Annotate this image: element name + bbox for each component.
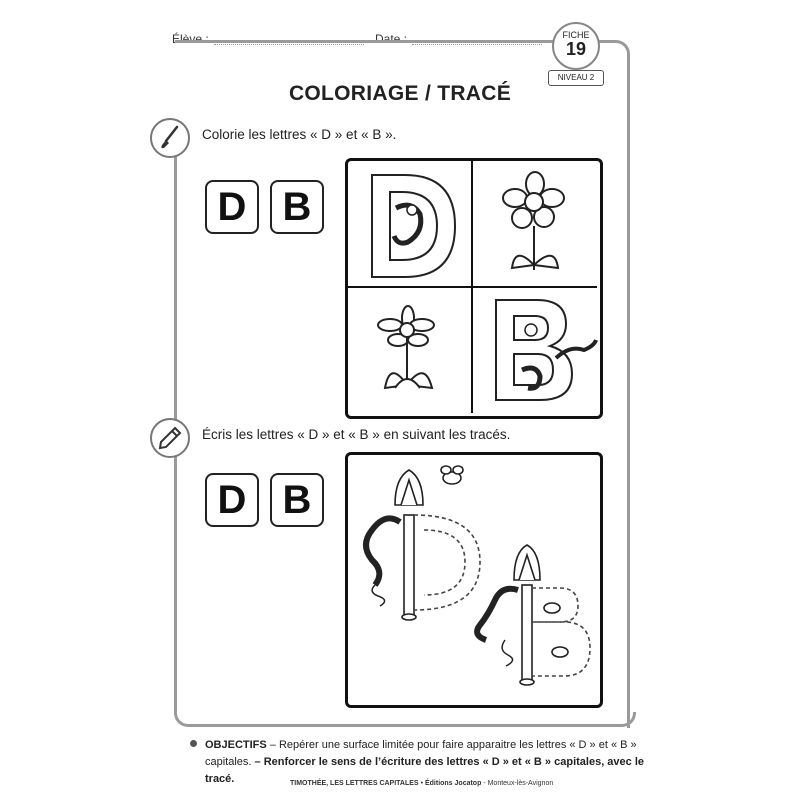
letter-tile-d: D [205, 180, 259, 234]
date-label: Date : [375, 32, 408, 46]
objectives-label: OBJECTIFS [205, 739, 267, 751]
fiche-label: FICHE [562, 30, 590, 40]
instruction-1: Colorie les lettres « D » et « B ». [202, 127, 397, 142]
objectives-line2b: – Renforcer le sens de l’écriture des lettres « D » et « B » capitales, avec le tracé. [205, 756, 645, 785]
footer [290, 780, 553, 787]
eleve-label: Élève : [172, 32, 209, 46]
objectives-bullet [190, 740, 197, 747]
footer-book: TIMOTHÉE, LES LETTRES CAPITALES [290, 780, 419, 787]
letter-tile-b-2: B [270, 473, 324, 527]
page-title: COLORIAGE / TRACÉ [288, 82, 512, 105]
letter-tile-b: B [270, 180, 324, 234]
fiche-number: 19 [565, 39, 587, 59]
footer-place: - Monteux-lès-Avignon [481, 780, 554, 787]
objectives-line1: – Repérer une surface limitée pour faire apparaitre les lettres « D » et « B » [266, 739, 637, 751]
footer-publisher: Éditions Jocatop [424, 780, 482, 787]
niveau-badge: NIVEAU 2 [548, 70, 604, 86]
letter-tile-d-2: D [205, 473, 259, 527]
instruction-2: Écris les lettres « D » et « B » en suivant les tracés. [202, 427, 511, 442]
footer-separator: • [420, 780, 424, 787]
objectives-line2a: capitales. [205, 756, 255, 768]
